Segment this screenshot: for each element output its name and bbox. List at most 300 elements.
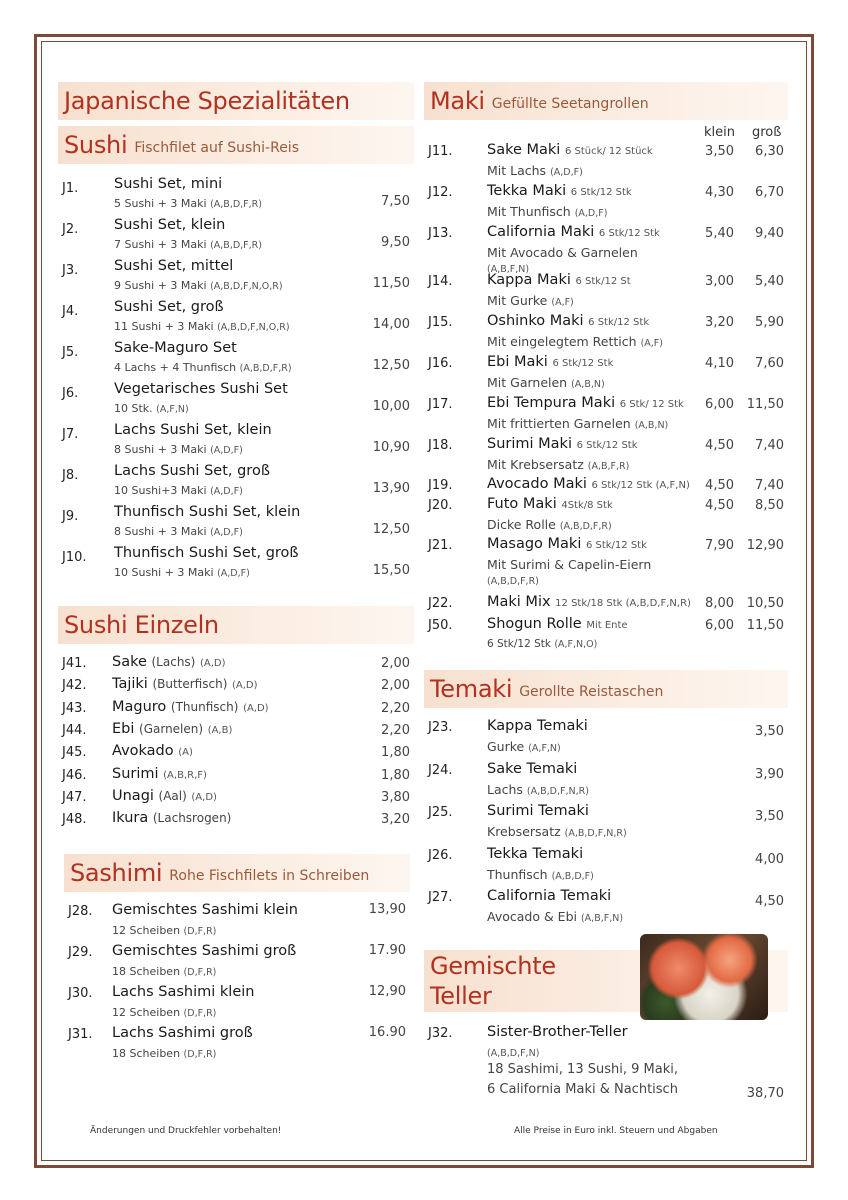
item-price-small: 3,50 bbox=[705, 144, 734, 159]
item-price: 2,20 bbox=[381, 700, 410, 716]
item-price: 3,20 bbox=[381, 812, 410, 828]
item-count: Mit Ente bbox=[586, 620, 628, 631]
item-desc-text: 10 Sushi + 3 Maki bbox=[114, 566, 214, 579]
item-name-wrap bbox=[487, 436, 638, 452]
item-allergens: (D,F,R) bbox=[183, 1008, 217, 1019]
item-code: J20. bbox=[428, 498, 453, 513]
item-price: 9,50 bbox=[381, 235, 410, 250]
item-allergens: (A,D,F) bbox=[210, 445, 243, 456]
item-allergens: (A,B,D,F,N,R) bbox=[526, 785, 589, 797]
item-desc-text: Thunfisch bbox=[487, 866, 548, 882]
item-allergens: (A,F,N) bbox=[156, 404, 189, 415]
item-code: J9. bbox=[62, 509, 79, 524]
teller-code: J32. bbox=[428, 1026, 453, 1041]
item-name: Ebi Maki bbox=[487, 354, 548, 370]
item-code: J30. bbox=[68, 986, 93, 1001]
menu-item bbox=[424, 436, 788, 476]
item-allergens: (A,B,D,F,N,O,R) bbox=[217, 322, 290, 333]
maki-header bbox=[424, 82, 788, 120]
teller-title-line1: Gemischte bbox=[430, 952, 556, 980]
item-code: J50. bbox=[428, 618, 453, 633]
temaki-title: Temaki bbox=[430, 675, 513, 703]
item-price-large: 10,50 bbox=[746, 596, 784, 611]
item-name: Thunfisch Sushi Set, klein bbox=[114, 504, 301, 520]
item-code: J7. bbox=[62, 427, 79, 442]
item-code: J27. bbox=[428, 890, 453, 905]
item-price-large: 7,60 bbox=[755, 356, 784, 371]
menu-item bbox=[424, 142, 788, 182]
item-desc bbox=[114, 197, 262, 210]
item-desc-text: 8 Sushi + 3 Maki bbox=[114, 525, 207, 538]
item-note: (Lachs) bbox=[151, 655, 196, 669]
item-price: 12,50 bbox=[372, 522, 410, 537]
item-name: Sushi Set, klein bbox=[114, 217, 226, 233]
menu-item bbox=[58, 258, 414, 298]
item-allergens: (A,F,N) bbox=[528, 743, 561, 754]
teller-price: 38,70 bbox=[746, 1086, 784, 1101]
sashimi-subtitle: Rohe Fischfilets in Schreiben bbox=[169, 868, 370, 884]
item-note: (Butterfisch) bbox=[152, 677, 228, 692]
item-code: J23. bbox=[428, 720, 453, 735]
item-price: 16.90 bbox=[368, 1025, 406, 1040]
menu-item bbox=[58, 504, 414, 544]
item-price: 12,90 bbox=[368, 984, 406, 999]
menu-item bbox=[58, 721, 414, 743]
item-allergens: (A,B,N) bbox=[571, 379, 605, 390]
item-code: J6. bbox=[62, 386, 79, 401]
temaki-header bbox=[424, 670, 788, 708]
item-count: 4Stk/8 Stk bbox=[561, 500, 613, 511]
item-price-small: 3,00 bbox=[705, 274, 734, 289]
sushi-title: Sushi bbox=[64, 131, 128, 159]
item-price: 2,20 bbox=[381, 722, 410, 738]
menu-item bbox=[424, 761, 788, 801]
main-title-header bbox=[58, 82, 414, 120]
item-name-wrap bbox=[487, 496, 613, 512]
menu-item bbox=[58, 1025, 414, 1065]
menu-item bbox=[424, 846, 788, 886]
item-allergens: (A,B,D,F,N,R) bbox=[564, 828, 627, 839]
item-price: 1,80 bbox=[381, 767, 410, 783]
item-desc-text: Mit Krebsersatz bbox=[487, 457, 584, 472]
sushi-subtitle: Fischfilet auf Sushi-Reis bbox=[134, 140, 299, 156]
item-code: J15. bbox=[428, 315, 453, 330]
item-name-wrap bbox=[487, 594, 691, 610]
item-name: Unagi bbox=[112, 787, 154, 804]
item-allergens: (A,B,F,N) bbox=[487, 264, 530, 275]
sushi-list bbox=[58, 176, 414, 586]
item-allergens: (A,B,F,R) bbox=[587, 461, 630, 472]
menu-item bbox=[58, 943, 414, 983]
item-allergens: (A,D,F) bbox=[550, 167, 583, 178]
teller-line2: 6 California Maki & Nachtisch bbox=[487, 1082, 678, 1097]
item-code: J13. bbox=[428, 226, 453, 241]
item-code: J3. bbox=[62, 263, 79, 278]
item-price-small: 4,50 bbox=[705, 438, 734, 453]
item-desc bbox=[112, 1047, 216, 1060]
maki-subtitle: Gefüllte Seetangrollen bbox=[491, 96, 649, 112]
item-price: 3,50 bbox=[755, 724, 784, 739]
item-desc-text: 10 Sushi+3 Maki bbox=[114, 484, 207, 497]
item-code: J12. bbox=[428, 185, 453, 200]
item-code: J44. bbox=[62, 722, 87, 738]
item-code: J11. bbox=[428, 144, 453, 159]
einzeln-list bbox=[58, 654, 414, 834]
menu-item bbox=[424, 183, 788, 223]
item-name-wrap bbox=[112, 810, 231, 826]
item-desc-text: Mit Garnelen bbox=[487, 375, 568, 390]
item-name: Sake bbox=[112, 654, 147, 670]
item-price: 3,90 bbox=[755, 766, 784, 782]
item-code: J28. bbox=[68, 904, 93, 919]
item-name: Maguro bbox=[112, 698, 167, 715]
item-allergens: (A,D) bbox=[191, 791, 217, 803]
item-name: Thunfisch Sushi Set, groß bbox=[114, 545, 299, 561]
item-desc-text: Avocado & Ebi bbox=[487, 909, 577, 924]
item-name: Ikura bbox=[112, 810, 149, 827]
menu-item bbox=[424, 888, 788, 928]
item-desc bbox=[114, 525, 243, 538]
item-desc bbox=[487, 517, 612, 532]
item-count: 6 Stk/12 Stk bbox=[588, 317, 650, 328]
menu-item bbox=[424, 313, 788, 353]
item-allergens: (A,D,F) bbox=[210, 527, 243, 538]
item-desc bbox=[112, 965, 216, 978]
item-allergens: (A,F) bbox=[551, 297, 574, 308]
item-note: (Lachsrogen) bbox=[152, 811, 232, 826]
menu-item bbox=[58, 381, 414, 421]
maki-col-small: klein bbox=[704, 125, 735, 140]
item-price-small: 4,50 bbox=[705, 478, 734, 493]
item-name-wrap bbox=[487, 476, 690, 492]
item-price: 17.90 bbox=[368, 943, 406, 958]
menu-item bbox=[58, 463, 414, 503]
item-desc bbox=[487, 557, 651, 572]
item-desc bbox=[114, 443, 243, 456]
item-note: (Garnelen) bbox=[139, 721, 204, 736]
item-code: J29. bbox=[68, 945, 93, 960]
sashimi-list bbox=[58, 902, 414, 1072]
maki-list bbox=[424, 142, 788, 662]
item-desc bbox=[487, 824, 627, 839]
item-count: 6 Stk/ 12 Stk bbox=[619, 399, 684, 410]
item-name: Sake Maki bbox=[487, 142, 561, 158]
item-allergens-line bbox=[487, 574, 539, 587]
item-desc bbox=[487, 293, 574, 308]
menu-item bbox=[424, 272, 788, 312]
item-desc-text: 6 Stk/12 Stk bbox=[487, 638, 551, 650]
menu-item bbox=[424, 354, 788, 394]
item-desc-text: Mit Surimi & Capelin-Eiern bbox=[487, 557, 652, 572]
item-desc bbox=[487, 204, 607, 219]
menu-item bbox=[424, 803, 788, 843]
item-price: 13,90 bbox=[372, 481, 410, 496]
item-desc bbox=[112, 924, 216, 937]
footnote-right: Alle Preise in Euro inkl. Steuern und Abgaben bbox=[514, 1126, 718, 1136]
item-count: 6 Stk/12 Stk bbox=[552, 358, 614, 369]
menu-item bbox=[424, 496, 788, 536]
item-name: Sushi Set, groß bbox=[114, 299, 224, 315]
item-allergens: (D,F,R) bbox=[183, 926, 217, 937]
item-code: J1. bbox=[62, 181, 79, 196]
item-name: Tajiki bbox=[112, 676, 148, 693]
item-price: 7,50 bbox=[381, 194, 410, 209]
teller-name: Sister-Brother-Teller bbox=[487, 1024, 628, 1040]
item-code: J19. bbox=[428, 478, 453, 493]
item-count: 6 Stk/12 Stk bbox=[576, 440, 638, 451]
item-desc-text: Mit Gurke bbox=[487, 293, 548, 308]
menu-item bbox=[58, 545, 414, 585]
item-price-small: 3,20 bbox=[705, 315, 734, 330]
item-note: (Aal) bbox=[158, 788, 187, 803]
item-desc bbox=[487, 163, 583, 178]
item-price-large: 11,50 bbox=[746, 397, 784, 412]
item-name: Masago Maki bbox=[487, 536, 582, 552]
item-desc-text: 18 Scheiben bbox=[112, 965, 181, 978]
item-desc-text: Lachs bbox=[487, 781, 523, 797]
menu-item bbox=[424, 536, 788, 587]
item-name: Vegetarisches Sushi Set bbox=[114, 381, 288, 397]
item-price-small: 6,00 bbox=[705, 397, 734, 412]
item-desc bbox=[112, 1006, 216, 1019]
menu-item bbox=[58, 422, 414, 462]
item-code: J5. bbox=[62, 345, 79, 360]
item-price-small: 4,10 bbox=[705, 356, 734, 371]
item-desc-text: Mit eingelegtem Rettich bbox=[487, 334, 637, 349]
menu-item bbox=[58, 176, 414, 216]
item-name: Ebi Tempura Maki bbox=[487, 395, 616, 411]
menu-item bbox=[58, 743, 414, 765]
menu-item bbox=[58, 810, 414, 832]
item-price: 10,90 bbox=[372, 440, 410, 455]
menu-item bbox=[58, 299, 414, 339]
item-price: 11,50 bbox=[372, 276, 410, 291]
item-desc bbox=[487, 245, 638, 260]
item-price: 4,00 bbox=[755, 851, 784, 867]
item-allergens: (A,B,D,F,R) bbox=[487, 576, 539, 587]
item-name: Shogun Rolle bbox=[487, 616, 582, 632]
item-desc bbox=[487, 457, 629, 472]
item-desc-text: Mit Thunfisch bbox=[487, 204, 571, 219]
menu-item bbox=[58, 654, 414, 676]
item-allergens: (A,F) bbox=[640, 338, 663, 349]
menu-item bbox=[424, 718, 788, 758]
item-count: 6 Stk/12 Stk bbox=[585, 540, 647, 551]
item-code: J22. bbox=[428, 596, 453, 611]
item-desc-text: 11 Sushi + 3 Maki bbox=[114, 320, 214, 333]
menu-item bbox=[58, 984, 414, 1024]
item-allergens: (A,B,D,F,R) bbox=[210, 199, 262, 210]
item-allergens: (A,D) bbox=[232, 680, 258, 692]
item-count: 6 Stk/12 St bbox=[575, 276, 631, 287]
item-allergens: (A,B,R,F) bbox=[163, 769, 207, 781]
item-name: Maki Mix bbox=[487, 594, 551, 610]
item-code: J4. bbox=[62, 304, 79, 319]
item-price-large: 12,90 bbox=[746, 538, 784, 553]
menu-item bbox=[58, 699, 414, 721]
item-desc-text: Krebsersatz bbox=[487, 824, 561, 839]
item-name: Sake-Maguro Set bbox=[114, 340, 237, 356]
item-name: Gemischtes Sashimi klein bbox=[112, 902, 298, 918]
item-code: J16. bbox=[428, 356, 453, 371]
item-code: J41. bbox=[62, 656, 87, 671]
item-code: J18. bbox=[428, 438, 453, 453]
item-name: Surimi bbox=[112, 765, 159, 782]
item-name: Tekka Maki bbox=[487, 183, 567, 199]
item-desc bbox=[487, 867, 594, 882]
item-code: J17. bbox=[428, 397, 453, 412]
teller-line1: 18 Sashimi, 13 Sushi, 9 Maki, bbox=[487, 1062, 678, 1077]
temaki-subtitle: Gerollte Reistaschen bbox=[519, 684, 664, 700]
item-price-small: 4,30 bbox=[705, 185, 734, 200]
item-name-wrap bbox=[487, 354, 613, 370]
item-price: 3,50 bbox=[755, 809, 784, 824]
item-code: J8. bbox=[62, 468, 79, 483]
item-code: J45. bbox=[62, 745, 87, 761]
item-name-wrap bbox=[112, 676, 258, 692]
item-code: J21. bbox=[428, 538, 453, 553]
item-name: Oshinko Maki bbox=[487, 313, 584, 329]
item-price: 13,90 bbox=[368, 902, 406, 917]
item-desc-text: 5 Sushi + 3 Maki bbox=[114, 197, 207, 210]
item-desc-text: Mit Avocado & Garnelen bbox=[487, 245, 638, 260]
item-desc bbox=[487, 334, 663, 349]
item-price-small: 4,50 bbox=[705, 498, 734, 513]
item-price: 12,50 bbox=[372, 358, 410, 373]
item-code: J24. bbox=[428, 762, 453, 778]
item-code: J47. bbox=[62, 789, 87, 805]
item-name-wrap bbox=[487, 536, 647, 552]
item-count: 6 Stk/12 Stk bbox=[598, 228, 660, 239]
item-allergens: (A,B,D,F,R) bbox=[210, 240, 262, 251]
item-desc-text: Gurke bbox=[487, 739, 525, 754]
teller-title-line2: Teller bbox=[430, 982, 492, 1010]
item-allergens: (A,B,D,F) bbox=[551, 870, 594, 882]
item-allergens: (A,D) bbox=[199, 658, 226, 669]
item-desc bbox=[487, 909, 623, 924]
item-desc bbox=[487, 416, 668, 431]
item-name: Sushi Set, mittel bbox=[114, 258, 234, 274]
item-code: J25. bbox=[428, 805, 453, 820]
item-desc-text: 9 Sushi + 3 Maki bbox=[114, 279, 207, 292]
item-desc bbox=[487, 375, 605, 390]
item-desc bbox=[487, 739, 561, 754]
item-allergens: (A,B,D,F,R) bbox=[239, 363, 292, 374]
menu-item bbox=[424, 224, 788, 275]
item-price: 3,80 bbox=[381, 789, 410, 805]
item-desc-text: 10 Stk. bbox=[114, 402, 153, 415]
item-price-small: 6,00 bbox=[705, 618, 734, 633]
item-code: J46. bbox=[62, 767, 87, 783]
item-name: Avokado bbox=[112, 743, 174, 760]
item-desc-text: Dicke Rolle bbox=[487, 517, 556, 532]
item-desc bbox=[114, 320, 290, 333]
item-name-wrap bbox=[487, 272, 631, 288]
item-name: Kappa Temaki bbox=[487, 718, 588, 734]
item-desc-text: 12 Scheiben bbox=[112, 1006, 181, 1019]
item-name: Gemischtes Sashimi groß bbox=[112, 943, 297, 959]
item-count: 6 Stk/12 Stk (A,F,N) bbox=[591, 480, 690, 491]
item-name: California Maki bbox=[487, 224, 595, 240]
item-count: 6 Stück/ 12 Stück bbox=[564, 146, 653, 157]
item-allergens: (A,D,F) bbox=[210, 486, 243, 497]
item-name-wrap bbox=[112, 699, 269, 715]
item-price: 14,00 bbox=[372, 317, 410, 332]
item-price: 1,80 bbox=[381, 745, 410, 761]
sushi-header bbox=[58, 126, 414, 164]
item-name-wrap bbox=[487, 616, 628, 632]
item-allergens: (A,F,N,O) bbox=[554, 639, 598, 650]
item-desc bbox=[487, 782, 589, 797]
menu-item bbox=[58, 217, 414, 257]
item-price: 4,50 bbox=[755, 894, 784, 909]
item-name: Futo Maki bbox=[487, 496, 557, 512]
item-desc bbox=[487, 638, 597, 650]
item-name-wrap bbox=[112, 788, 217, 804]
maki-title: Maki bbox=[430, 87, 485, 115]
teller-allergens: (A,B,D,F,N) bbox=[487, 1048, 540, 1059]
item-price-large: 5,40 bbox=[755, 274, 784, 289]
item-allergens: (A,B) bbox=[207, 724, 233, 736]
item-desc bbox=[114, 361, 292, 374]
item-name: Sushi Set, mini bbox=[114, 176, 223, 192]
item-allergens: (D,F,R) bbox=[183, 1049, 217, 1060]
sushi-plate-photo bbox=[640, 934, 768, 1020]
item-code: J43. bbox=[62, 700, 87, 716]
item-price-large: 6,70 bbox=[755, 185, 784, 200]
item-name-wrap bbox=[112, 721, 232, 737]
item-allergens: (A,D,F) bbox=[217, 568, 250, 579]
item-allergens: (A) bbox=[178, 747, 193, 759]
item-name: California Temaki bbox=[487, 888, 612, 904]
item-allergens: (A,D,F) bbox=[574, 208, 608, 219]
item-code: J31. bbox=[68, 1027, 93, 1042]
item-allergens: (A,B,F,N) bbox=[580, 913, 624, 924]
item-price: 15,50 bbox=[372, 563, 410, 578]
item-name-wrap bbox=[487, 395, 684, 411]
sashimi-title: Sashimi bbox=[70, 859, 163, 887]
menu-item bbox=[58, 902, 414, 942]
item-count: 6 Stk/12 Stk bbox=[570, 187, 632, 198]
menu-item bbox=[58, 340, 414, 380]
menu-item bbox=[424, 395, 788, 435]
item-name-wrap bbox=[112, 743, 193, 759]
item-code: J10. bbox=[62, 550, 87, 565]
item-code: J14. bbox=[428, 274, 453, 289]
item-desc-text: 7 Sushi + 3 Maki bbox=[114, 238, 207, 251]
item-name: Avocado Maki bbox=[487, 476, 587, 492]
item-allergens: (D,F,R) bbox=[183, 967, 217, 978]
item-name: Kappa Maki bbox=[487, 272, 571, 288]
item-code: J42. bbox=[62, 678, 87, 694]
item-price-small: 8,00 bbox=[705, 596, 734, 611]
item-name-wrap bbox=[487, 224, 660, 240]
item-code: J48. bbox=[62, 812, 87, 828]
item-price-large: 7,40 bbox=[755, 478, 784, 493]
item-desc-text: Mit Lachs bbox=[487, 163, 547, 178]
item-name: Ebi bbox=[112, 720, 135, 737]
item-desc bbox=[114, 484, 243, 497]
item-name-wrap bbox=[487, 183, 632, 199]
item-desc-text: Mit frittierten Garnelen bbox=[487, 416, 631, 431]
teller-list bbox=[424, 1024, 788, 1104]
item-name-wrap bbox=[112, 654, 226, 670]
item-allergens: (A,B,D,F,N,O,R) bbox=[210, 281, 283, 292]
menu-item bbox=[58, 676, 414, 698]
item-name-wrap bbox=[112, 766, 207, 782]
sashimi-header bbox=[64, 854, 410, 892]
item-desc bbox=[114, 279, 283, 292]
